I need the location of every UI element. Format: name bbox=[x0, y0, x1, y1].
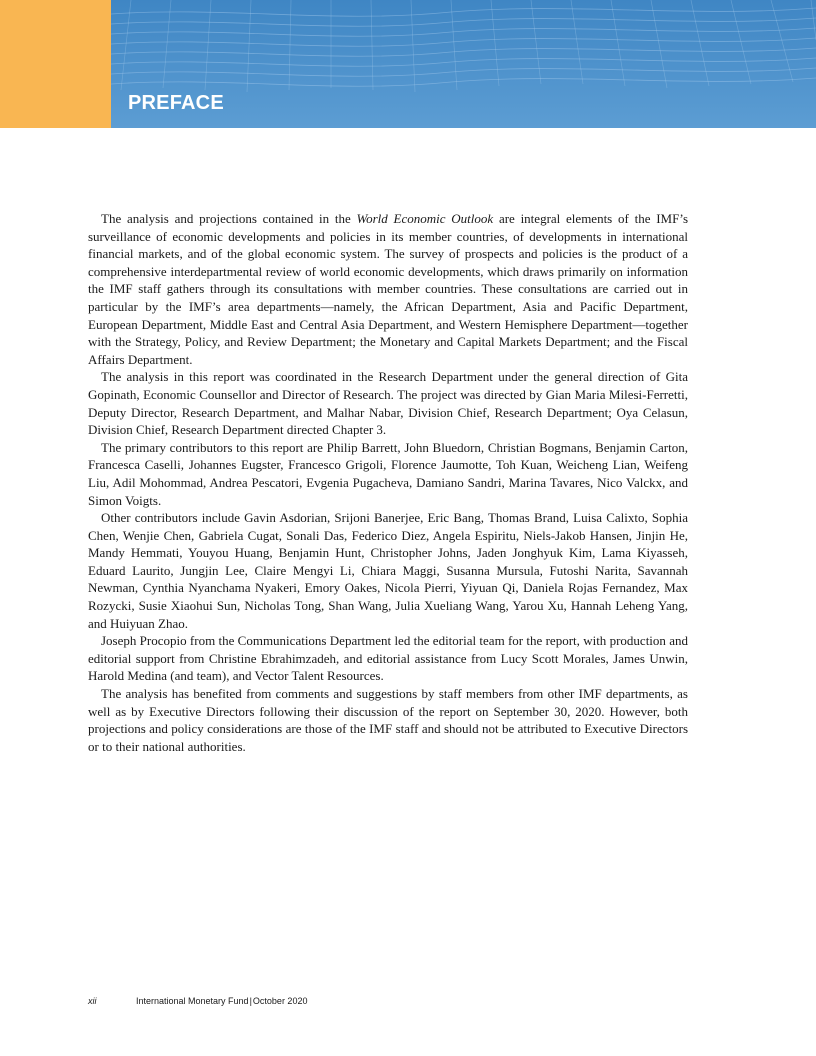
page-footer bbox=[88, 996, 307, 1006]
publication-title: World Economic Outlook bbox=[356, 211, 494, 226]
paragraph-primary-contributors: The primary contributors to this report are Philip Barrett, John Bluedorn, Christian Bogmans, Benjamin Carton, Francesca Caselli, Johannes Eugster, Francesco Grigoli, Florence Jaumotte, Toh Kuan, Weicheng Lian, Weifeng Liu, Adil Mohommad, Andrea Pescatori, Evgenia Pugacheva, Damiano Sandri, Marina Tavares, Nico Valckx, and Simon Voigts. bbox=[88, 439, 688, 508]
preface-body bbox=[88, 210, 688, 755]
paragraph-intro: The analysis and projections contained in the World Economic Outlook are integral elements of the IMF’s surveillance of economic developments and policies in its member countries, of developments in international financial markets, and of the global economic system. The survey of prospects and policies is the product of a comprehensive interdepartmental review of world economic developments, which draws primarily on information the IMF staff gathers through its consultations with member countries. These consultations are carried out in particular by the IMF’s area departments—namely, the African Department, Asia and Pacific Department, European Department, Middle East and Central Asia Department, and Western Hemisphere Department—together with the Strategy, Policy, and Review Department; the Monetary and Capital Markets Department; and the Fiscal Affairs Department. bbox=[88, 211, 689, 367]
page-number: xii bbox=[88, 996, 97, 1006]
footer-date: October 2020 bbox=[252, 996, 308, 1006]
footer-publisher: International Monetary Fund bbox=[136, 996, 249, 1006]
footer-separator: | bbox=[249, 996, 252, 1006]
header-band bbox=[0, 0, 816, 128]
paragraph-other-contributors: Other contributors include Gavin Asdorian, Srijoni Banerjee, Eric Bang, Thomas Brand, Luisa Calixto, Sophia Chen, Wenjie Chen, Gabriela Cugat, Sonali Das, Federico Diez, Angela Espiritu, Niels-Jakob Hansen, Jinjin He, Mandy Hemmati, Youyou Huang, Benjamin Hunt, Christopher Johns, Jaden Jonghyuk Kim, Lama Kiyasseh, Eduard Laurito, Jungjin Lee, Claire Mengyi Li, Chiara Maggi, Susanna Mursula, Futoshi Narita, Savannah Newman, Cynthia Nyanchama Nyakeri, Emory Oakes, Nicola Pierri, Yiyuan Qi, Daniela Rojas Fernandez, Max Rozycki, Susie Xiaohui Sun, Nicholas Tong, Shan Wang, Julia Xueliang Wang, Yarou Xu, Hannah Leheng Yang, and Huiyuan Zhao. bbox=[88, 510, 688, 631]
paragraph-acknowledgment: The analysis has benefited from comments and suggestions by staff members from other IMF departments, as well as by Executive Directors following their discussion of the report on September 30, 2020. However, both projections and policy considerations are those of the IMF staff and should not be attributed to Executive Directors or to their national authorities. bbox=[88, 686, 688, 754]
paragraph-editorial: Joseph Procopio from the Communications Department led the editorial team for the report, with production and editorial support from Christine Ebrahimzadeh, and editorial assistance from Lucy Scott Morales, James Unwin, Harold Medina (and team), and Vector Talent Resources. bbox=[88, 633, 688, 684]
paragraph-coordination: The analysis in this report was coordinated in the Research Department under the general direction of Gita Gopinath, Economic Counsellor and Director of Research. The project was directed by Gian Maria Milesi-Ferretti, Deputy Director, Research Department, and Malhar Nabar, Division Chief, Research Department; Oya Celasun, Division Chief, Research Department directed Chapter 3. bbox=[88, 369, 688, 438]
section-title: PREFACE bbox=[128, 92, 224, 114]
header-accent-block bbox=[0, 0, 111, 128]
